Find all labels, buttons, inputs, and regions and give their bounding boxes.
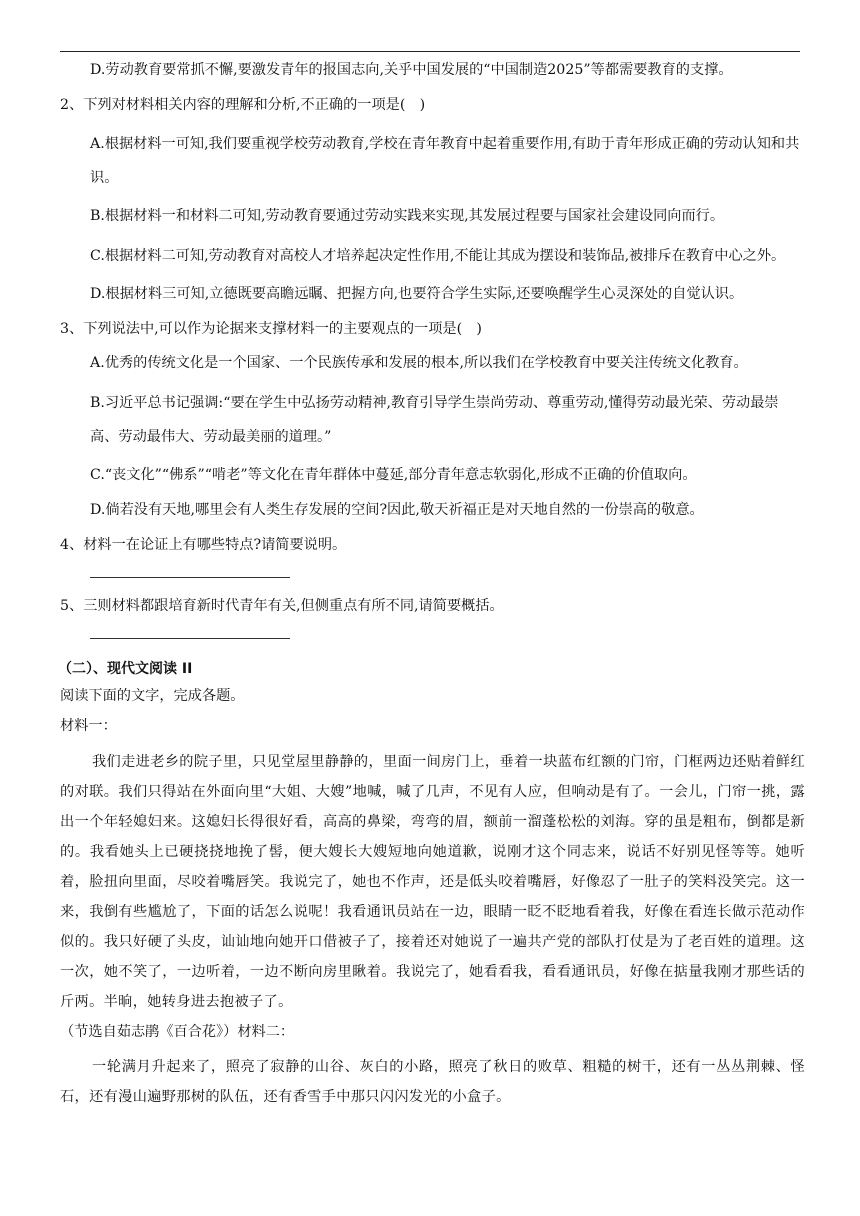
source-and-material2-label: （节选自茹志鹃《百合花》）材料二：: [60, 1024, 295, 1040]
q5-answer-line[interactable]: [90, 638, 290, 639]
q3-option-a: A.优秀的传统文化是一个国家、一个民族传承和发展的根本,所以我们在学校教育中要关注传统文化教育。: [90, 355, 748, 371]
q4-stem: 4、材料一在论证上有哪些特点?请简要说明。: [60, 537, 347, 553]
section-title: （二）、现代文阅读 II: [58, 661, 193, 677]
header-rule: [60, 51, 800, 52]
q2-stem: 2、下列对材料相关内容的理解和分析,不正确的一项是( ): [60, 97, 426, 113]
q4-answer-line[interactable]: [90, 577, 290, 578]
q2-option-b: B.根据材料一和材料二可知,劳动教育要通过劳动实践来实现,其发展过程要与国家社会建设同向而行。: [90, 208, 725, 224]
q3-stem: 3、下列说法中,可以作为论据来支撑材料一的主要观点的一项是( ): [60, 321, 482, 337]
material1-passage: 我们走进老乡的院子里，只见堂屋里静静的，里面一间房门上，垂着一块蓝布红额的门帘，门框两边还贴着鲜红的对联。我们只得站在外面向里“大姐、大嫂”地喊，喊了几声，不见有人应，但响动是有了。一会儿，门帘一挑，露出一个年轻媳妇来。这媳妇长得很好看，高高的鼻梁，弯弯的眉，额前一溜蓬松松的刘海。穿的虽是粗布，倒都是新的。我看她头上已硬挠挠地挽了髻，便大嫂长大嫂短地向她道歉，说刚才这个同志来，说话不好别见怪等等。她听着，脸扭向里面，尽咬着嘴唇笑。我说完了，她也不作声，还是低头咬着嘴唇，好像忍了一肚子的笑料没笑完。这一来，我倒有些尴尬了，下面的话怎么说呢！我看通讯员站在一边，眼睛一眨不眨地看着我，好像在看连长做示范动作似的。我只好硬了头皮，讪讪地向她开口借被子了，接着还对她说了一遍共产党的部队打仗是为了老百姓的道理。这一次，她不笑了，一边听着，一边不断向房里瞅着。我说完了，她看看我，看看通讯员，好像在掂量我刚才那些话的斤两。半晌，她转身进去抱被子了。: [60, 754, 805, 1010]
material2-passage: 一轮满月升起来了，照亮了寂静的山谷、灰白的小路，照亮了秋日的败草、粗糙的树干，还有一丛丛荆棘、怪石，还有漫山遍野那树的队伍，还有香雪手中那只闪闪发光的小盒子。: [60, 1059, 805, 1105]
q1-option-d: D.劳动教育要常抓不懈,要激发青年的报国志向,关乎中国发展的“中国制造2025”等都需要教育的支撑。: [90, 62, 733, 78]
document-page: [60, 58, 805, 1112]
q2-option-a: A.根据材料一可知,我们要重视学校劳动教育,学校在青年教育中起着重要作用,有助于青年形成正确的劳动认知和共识。: [90, 136, 800, 186]
q2-option-c: C.根据材料二可知,劳动教育对高校人才培养起决定性作用,不能让其成为摆设和装饰品,被排斥在教育中心之外。: [90, 248, 786, 264]
q3-option-b: B.习近平总书记强调:“要在学生中弘扬劳动精神,教育引导学生崇尚劳动、尊重劳动,懂得劳动最光荣、劳动最崇高、劳动最伟大、劳动最美丽的道理。”: [90, 395, 779, 445]
q3-option-c: C.“丧文化”“佛系”“啃老”等文化在青年群体中蔓延,部分青年意志软弱化,形成不正确的价值取向。: [90, 467, 697, 483]
q2-option-d: D.根据材料三可知,立德既要高瞻远瞩、把握方向,也要符合学生实际,还要唤醒学生心灵深处的自觉认识。: [90, 286, 744, 302]
q5-stem: 5、三则材料都跟培育新时代青年有关,但侧重点有所不同,请简要概括。: [60, 598, 504, 614]
reading-instruction: 阅读下面的文字，完成各题。: [60, 688, 245, 704]
q3-option-d: D.倘若没有天地,哪里会有人类生存发展的空间?因此,敬天祈福正是对天地自然的一份崇高的敬意。: [90, 502, 704, 518]
material1-label: 材料一：: [60, 718, 117, 734]
